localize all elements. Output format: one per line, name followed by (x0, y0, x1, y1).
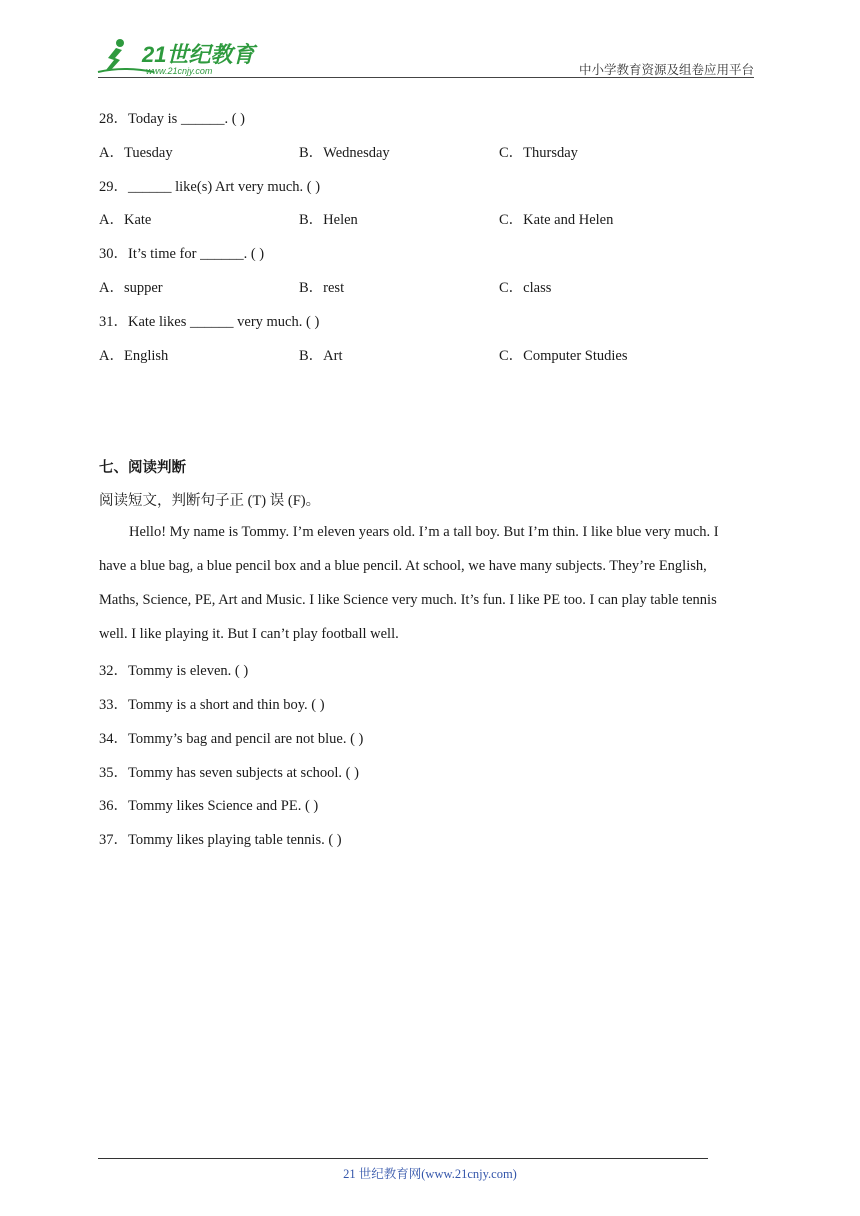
question-stem: 28．Today is ______. ( ) (99, 111, 245, 127)
option-c: C．Computer Studies (499, 348, 628, 364)
statement-33: 33．Tommy is a short and thin boy. ( ) (99, 697, 325, 713)
option-b: B．Art (299, 348, 343, 364)
option-c: C．Kate and Helen (499, 212, 614, 228)
passage-line: Hello! My name is Tommy. I’m eleven years old. I’m a tall boy. But I’m thin. I like blue very much. I (129, 524, 719, 540)
option-b: B．rest (299, 280, 345, 296)
passage-line: have a blue bag, a blue pencil box and a blue pencil. At school, we have many subjects. They’re English, (99, 558, 707, 574)
question-stem: 31．Kate likes ______ very much. ( ) (99, 314, 320, 330)
option-b: B．Wednesday (299, 145, 390, 161)
question-stem: 30．It’s time for ______. ( ) (99, 246, 265, 262)
logo-url: www.21cnjy.com (146, 66, 213, 76)
passage-line: well. I like playing it. But I can’t play football well. (99, 626, 399, 642)
header-divider (98, 77, 754, 78)
footer-text: 21 世纪教育网(www.21cnjy.com) (343, 1167, 517, 1181)
passage-line: Maths, Science, PE, Art and Music. I like Science very much. It’s fun. I like PE too. I can play table tennis (99, 592, 717, 608)
question-stem: 29．______ like(s) Art very much. ( ) (99, 179, 321, 195)
logo-text: 21世纪教育 (142, 42, 255, 67)
option-a: A．Tuesday (99, 145, 173, 161)
footer-divider (98, 1158, 708, 1159)
section-title: 七、阅读判断 (99, 460, 186, 476)
reading-passage (99, 515, 751, 651)
statement-36: 36．Tommy likes Science and PE. ( ) (99, 798, 319, 814)
option-b: B．Helen (299, 212, 358, 228)
statement-34: 34．Tommy’s bag and pencil are not blue. ( ) (99, 731, 364, 747)
option-a: A．supper (99, 280, 163, 296)
section-instruction: 阅读短文，判断句子正 (T) 误 (F)。 (99, 493, 321, 509)
option-c: C．Thursday (499, 145, 578, 161)
option-a: A．English (99, 348, 169, 364)
option-c: C．class (499, 280, 552, 296)
statement-32: 32．Tommy is eleven. ( ) (99, 663, 249, 679)
site-logo (94, 36, 259, 78)
option-a: A．Kate (99, 212, 152, 228)
statement-37: 37．Tommy likes playing table tennis. ( ) (99, 832, 342, 848)
statement-35: 35．Tommy has seven subjects at school. ( ) (99, 765, 359, 781)
header-platform-name: 中小学教育资源及组卷应用平台 (578, 63, 754, 77)
